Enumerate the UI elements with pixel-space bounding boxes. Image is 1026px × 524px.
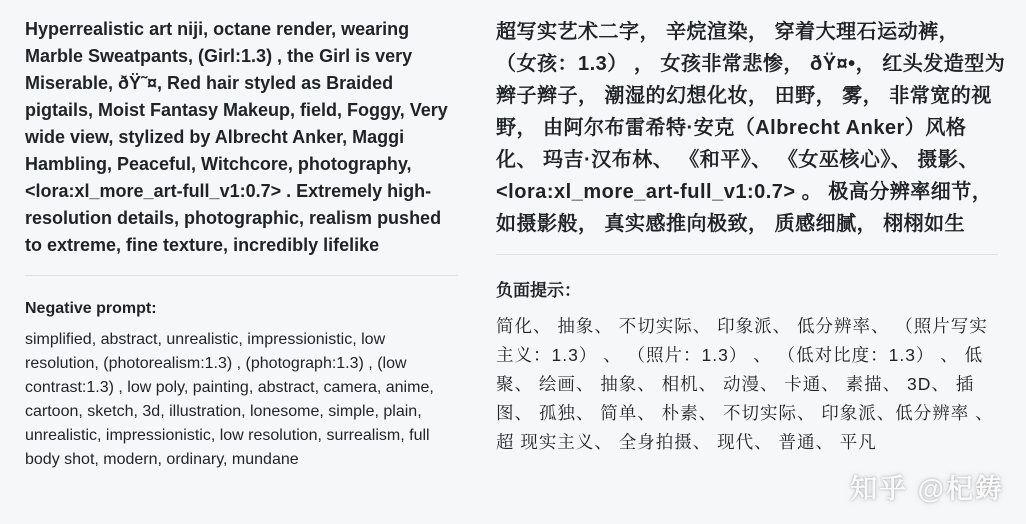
- chinese-negative-title: 负面提示：: [496, 281, 581, 300]
- chinese-negative-prompt: 简化、 抽象、 不切实际、 印象派、 低分辨率、 （照片写实主义：1.3） 、 （照片：1.3） 、 （低对比度：1.3） 、 低聚、 绘画、 抽象、 相机、 动漫、 卡通、 素描、 3D、 插图、 孤独、 简单、 朴素、 不切实际、 印象派、低分辨率 、 超 现实主义、 全身拍摄、 现代、 普通、 平凡: [496, 316, 994, 452]
- chinese-column: [478, 0, 1026, 457]
- english-column: [0, 0, 478, 472]
- chinese-divider: [496, 254, 998, 255]
- english-negative-prompt: simplified, abstract, unrealistic, impressionistic, low resolution, (photorealism:1.3) , (photograph:1.3) , (low contrast:1.3) , low poly, painting, abstract, camera, anime, cartoon, sketch, 3d, illustration, lonesome, simple, plain, unrealistic, impressionistic, low resolution, surrealism, full body shot, modern, ordinary, mundane: [25, 331, 434, 468]
- english-prompt: Hyperrealistic art niji, octane render, wearing Marble Sweatpants, (Girl:1.3) , the Girl is very Miserable, ðŸ˜¤, Red hair styled as Braided pigtails, Moist Fantasy Makeup, field, Foggy, Very wide view, stylized by Albrecht Anker, Maggi Hambling, Peaceful, Witchcore, photography, <lora:xl_more_art-full_v1:0.7> . Extremely high-resolution details, photographic, realism pushed to extreme, fine texture, incredibly lifelike: [25, 19, 448, 255]
- english-negative-title: Negative prompt:: [25, 300, 157, 317]
- english-divider: [25, 275, 458, 276]
- zhihu-watermark: 知乎 @杞鋳: [850, 474, 1004, 504]
- chinese-prompt: 超写实艺术二字， 辛烷渲染， 穿着大理石运动裤， （女孩：1.3） ， 女孩非常悲惨， ðŸ¤•， 红头发造型为辫子辫子， 潮湿的幻想化妆， 田野， 雾， 非常宽的视野， 由阿尔布雷希特·安克（Albrecht Anker）风格化、 玛吉·汉布林、 《和平》、 《女巫核心》、 摄影、 <lora:xl_more_art-full_v1:0.7> 。 极高分辨率细节， 如摄影般， 真实感推向极致， 质感细腻， 栩栩如生: [496, 21, 1006, 235]
